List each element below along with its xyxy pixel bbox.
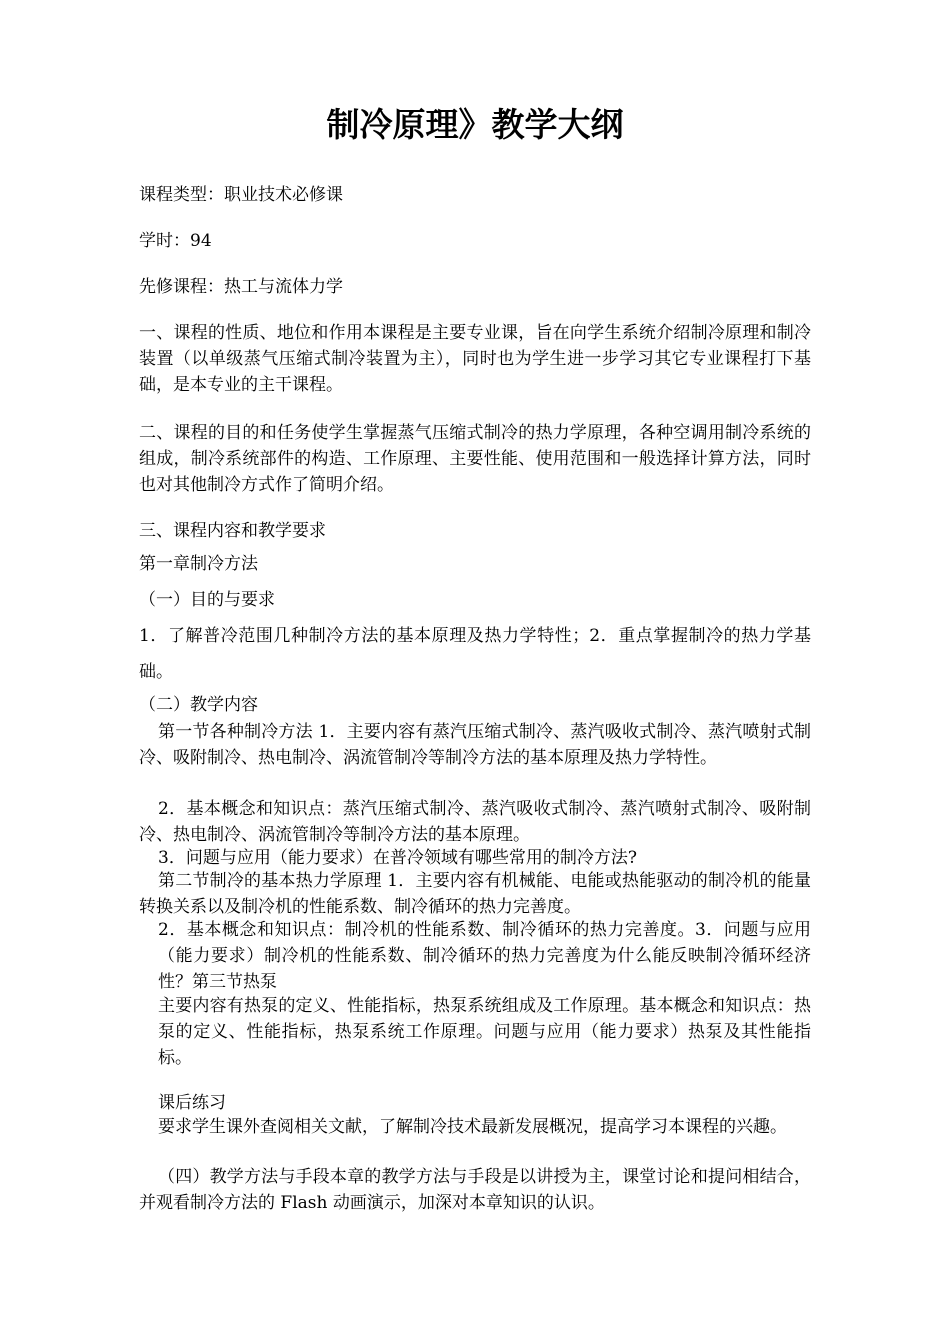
course-type: 课程类型：职业技术必修课: [139, 185, 343, 205]
content-paragraph-4: 第二节制冷的基本热力学原理 1．主要内容有机械能、电能或热能驱动的制冷机的能量转换关系以及制冷机的性能系数、制冷循环的热力完善度。: [139, 871, 811, 917]
section-goals-tasks: 二、课程的目的和任务使学生掌握蒸气压缩式制冷的热力学原理，各种空调用制冷系统的组成，制冷系统部件的构造、工作原理、主要性能、使用范围和一般选择计算方法，同时也对其他制冷方式作了简明介绍。: [139, 423, 811, 495]
content-paragraph-6: 主要内容有热泵的定义、性能指标，热泵系统组成及工作原理。基本概念和知识点：热泵的定义、性能指标，热泵系统工作原理。问题与应用（能力要求）热泵及其性能指标。: [158, 996, 811, 1068]
course-hours: 学时：94: [139, 231, 212, 251]
content-paragraph-5: 2．基本概念和知识点：制冷机的性能系数、制冷循环的热力完善度。3．问题与应用（能力要求）制冷机的性能系数、制冷循环的热力完善度为什么能反映制冷循环经济性？第三节热泵: [158, 920, 811, 992]
exercise-heading: 课后练习: [158, 1093, 226, 1113]
document-title: 制冷原理》教学大纲: [326, 105, 624, 144]
content-paragraph-2: 2．基本概念和知识点：蒸汽压缩式制冷、蒸汽吸收式制冷、蒸汽喷射式制冷、吸附制冷、热电制冷、涡流管制冷等制冷方法的基本原理。: [139, 799, 811, 845]
section-nature-role: 一、课程的性质、地位和作用本课程是主要专业课，旨在向学生系统介绍制冷原理和制冷装置（以单级蒸气压缩式制冷装置为主），同时也为学生进一步学习其它专业课程打下基础，是本专业的主干课程。: [139, 323, 811, 395]
teaching-methods-text: （四）教学方法与手段本章的教学方法与手段是以讲授为主，课堂讨论和提问相结合，并观看制冷方法的 Flash 动画演示，加深对本章知识的认识。: [139, 1167, 811, 1213]
exercise-text: 要求学生课外查阅相关文献，了解制冷技术最新发展概况，提高学习本课程的兴趣。: [158, 1117, 787, 1137]
section-content-heading: 三、课程内容和教学要求: [139, 521, 326, 541]
content-paragraph-1: 第一节各种制冷方法 1．主要内容有蒸汽压缩式制冷、蒸汽吸收式制冷、蒸汽喷射式制冷、吸附制冷、热电制冷、涡流管制冷等制冷方法的基本原理及热力学特性。: [139, 722, 811, 768]
subsection-goals-text: 1．了解普冷范围几种制冷方法的基本原理及热力学特性；2．重点掌握制冷的热力学基础。: [139, 626, 811, 682]
chapter-heading: 第一章制冷方法: [139, 554, 258, 574]
content-paragraph-3: 3．问题与应用（能力要求）在普冷领域有哪些常用的制冷方法?: [158, 848, 637, 868]
subsection-goals-heading: （一）目的与要求: [139, 590, 275, 610]
subsection-content-heading: （二）教学内容: [139, 695, 258, 715]
prerequisite-course: 先修课程：热工与流体力学: [139, 277, 343, 297]
